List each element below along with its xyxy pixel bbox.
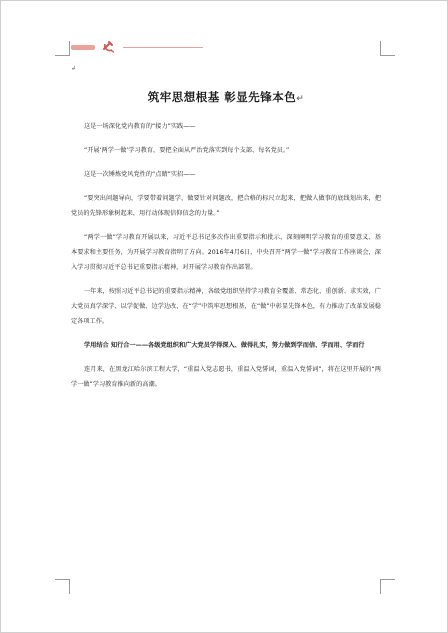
title-paragraph-mark: ↵: [296, 94, 305, 104]
paragraph-4: “要突出问题导向，学要带着问题学，做要针对问题改，把合格的标尺立起来，把做人做事的底线划出来，把党员的先锋形象树起来，用行动体现信仰信念的力量。”: [71, 195, 381, 217]
header-decoration: [71, 41, 381, 53]
paragraph-5: “两学一做”学习教育开展以来，习近平总书记多次作出重要指示和批示，深刻阐明学习教育的重要意义、基本要求和主要任务，为开展学习教育指明了方向。2016年4月6日，中央召开“两学一做”学习教育工作座谈会，深入学习贯彻习近平总书记重要指示精神，对开展学习教育作出部署。: [71, 234, 381, 271]
header-band-left: [71, 45, 95, 50]
crop-mark-bottom-left: [55, 579, 70, 594]
crop-mark-top-left: [55, 41, 70, 56]
paragraph-7-subheading: 学用结合 知行合一——各级党组织和广大党员学得深入、做得扎实，努力做到学而信、学而用、学而行: [84, 342, 365, 349]
paragraph-1: 这是一场深化党内教育的“接力”实践——: [84, 123, 196, 130]
paragraph-3: 这是一次锤炼党风党性的“点睛”实招——: [84, 171, 196, 178]
paragraph-6: 一年来，按照习近平总书记的重要指示精神，各级党组织坚持学习教育全覆盖、常态化、重创新、求实效，广大党员真学深学、以学促做、边学边改，在“学”中筑牢思想根基，在“做”中彰显先锋本色，有力推动了改革发展稳定各项工作。: [71, 288, 381, 325]
document-title: [71, 89, 381, 105]
header-band-line: [123, 47, 203, 48]
paragraph-2: “开展‘两学一做’学习教育，要把全面从严治党落实到每个支部、每名党员。”: [84, 147, 290, 154]
document-body[interactable]: [71, 89, 381, 401]
paragraph-8: 连月来，在黑龙江哈尔滨工程大学，“重温入党志愿书，重温入党誓词，重温入党誓词”，将在这里开展的“两学一做”学习教育推向新的高潮。: [71, 366, 381, 388]
crop-mark-bottom-right: [380, 579, 395, 594]
hammer-sickle-icon: [101, 39, 115, 53]
paragraph-mark: ↲: [71, 65, 77, 72]
title-text: 筑牢思想根基 彰显先锋本色: [147, 90, 297, 104]
crop-mark-top-right: [380, 41, 395, 56]
